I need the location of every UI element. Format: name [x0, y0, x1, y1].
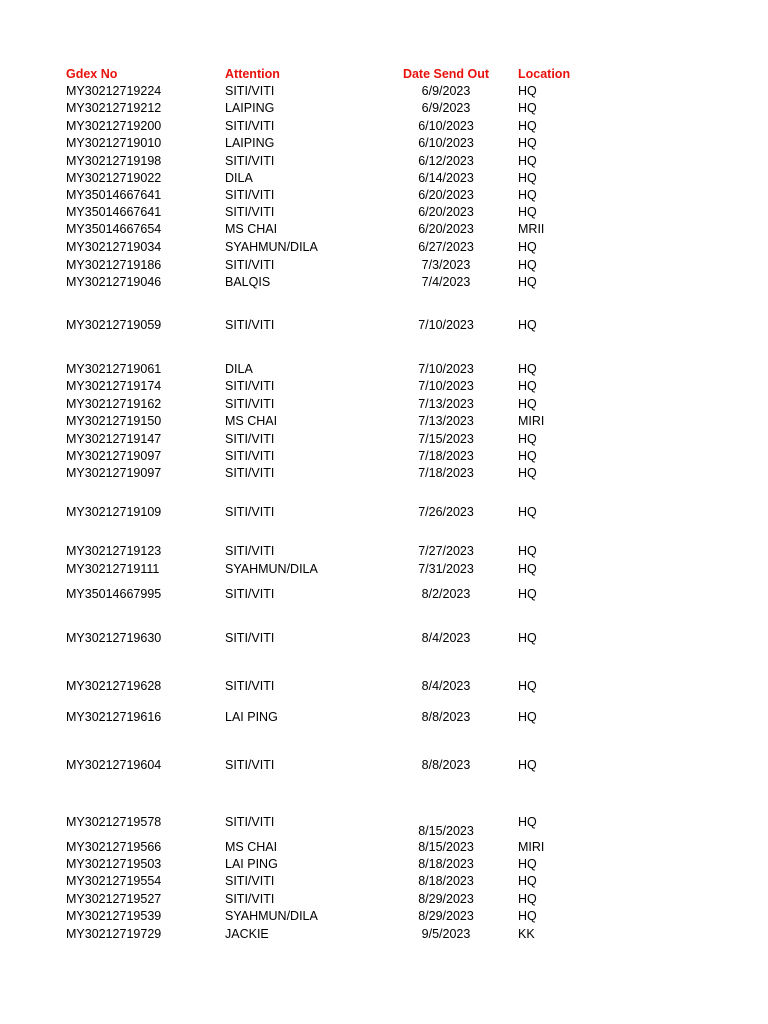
gdex-no-cell: MY30212719616 [66, 710, 162, 724]
table-row [0, 629, 768, 647]
gdex-no-cell: MY30212719061 [66, 362, 162, 376]
table-row [0, 273, 768, 291]
gdex-no-cell: MY35014667641 [66, 188, 162, 202]
gdex-no-cell: MY30212719109 [66, 505, 162, 519]
table-row [0, 117, 768, 135]
table-row [0, 186, 768, 204]
attention-cell: SITI/VITI [225, 379, 275, 393]
location-cell: HQ [518, 758, 537, 772]
header-location: Location [518, 67, 571, 81]
gdex-no-cell: MY35014667654 [66, 222, 162, 236]
table-row [0, 82, 768, 100]
location-cell: HQ [518, 119, 537, 133]
header-attention: Attention [225, 67, 280, 81]
gdex-no-cell: MY30212719628 [66, 679, 162, 693]
location-cell: HQ [518, 631, 537, 645]
date-send-out-cell: 6/20/2023 [418, 188, 474, 202]
gdex-no-cell: MY30212719539 [66, 909, 162, 923]
location-cell: HQ [518, 857, 537, 871]
table-row [0, 412, 768, 430]
table-row [0, 316, 768, 334]
table-row [0, 203, 768, 221]
table-row [0, 925, 768, 943]
gdex-no-cell: MY30212719578 [66, 815, 162, 829]
gdex-no-cell: MY30212719554 [66, 874, 162, 888]
date-send-out-cell: 9/5/2023 [421, 927, 471, 941]
table-row [0, 855, 768, 873]
attention-cell: SITI/VITI [225, 154, 275, 168]
attention-cell: SITI/VITI [225, 188, 275, 202]
table-row [0, 152, 768, 170]
attention-cell: SITI/VITI [225, 258, 275, 272]
gdex-no-cell: MY30212719604 [66, 758, 162, 772]
date-send-out-cell: 7/4/2023 [421, 275, 471, 289]
date-send-out-cell: 6/9/2023 [421, 101, 471, 115]
location-cell: HQ [518, 544, 537, 558]
attention-cell: SITI/VITI [225, 205, 275, 219]
table-row [0, 256, 768, 274]
gdex-no-cell: MY30212719010 [66, 136, 162, 150]
location-cell: HQ [518, 136, 537, 150]
table-row [0, 430, 768, 448]
gdex-no-cell: MY30212719212 [66, 101, 162, 115]
gdex-no-cell: MY30212719097 [66, 449, 162, 463]
location-cell: MRII [518, 222, 545, 236]
attention-cell: LAIPING [225, 101, 275, 115]
date-send-out-cell: 6/12/2023 [418, 154, 474, 168]
gdex-no-cell: MY30212719162 [66, 397, 162, 411]
table-row [0, 756, 768, 774]
attention-cell: SITI/VITI [225, 587, 275, 601]
location-cell: HQ [518, 909, 537, 923]
gdex-no-cell: MY30212719729 [66, 927, 162, 941]
date-send-out-cell: 8/4/2023 [421, 631, 471, 645]
table-row [0, 360, 768, 378]
table-row [0, 542, 768, 560]
date-send-out-cell: 8/2/2023 [421, 587, 471, 601]
attention-cell: SITI/VITI [225, 318, 275, 332]
date-send-out-cell: 6/10/2023 [418, 136, 474, 150]
gdex-no-cell: MY35014667995 [66, 587, 162, 601]
location-cell: HQ [518, 258, 537, 272]
attention-cell: SYAHMUN/DILA [225, 240, 318, 254]
attention-cell: SITI/VITI [225, 544, 275, 558]
gdex-no-cell: MY30212719198 [66, 154, 162, 168]
location-cell: HQ [518, 275, 537, 289]
date-send-out-cell: 7/26/2023 [418, 505, 474, 519]
gdex-no-cell: MY30212719111 [66, 562, 160, 576]
attention-cell: SITI/VITI [225, 815, 275, 829]
gdex-no-cell: MY30212719150 [66, 414, 162, 428]
attention-cell: SYAHMUN/DILA [225, 909, 318, 923]
location-cell: HQ [518, 710, 537, 724]
date-send-out-cell: 7/18/2023 [418, 466, 474, 480]
date-send-out-cell: 8/15/2023 [418, 840, 474, 854]
location-cell: HQ [518, 397, 537, 411]
table-row [0, 464, 768, 482]
attention-cell: SITI/VITI [225, 466, 275, 480]
attention-cell: SITI/VITI [225, 631, 275, 645]
attention-cell: LAI PING [225, 710, 278, 724]
date-send-out-cell: 6/27/2023 [418, 240, 474, 254]
attention-cell: SITI/VITI [225, 758, 275, 772]
gdex-no-cell: MY30212719059 [66, 318, 162, 332]
table-row [0, 907, 768, 925]
table-row [0, 503, 768, 521]
attention-cell: SITI/VITI [225, 449, 275, 463]
attention-cell: SITI/VITI [225, 397, 275, 411]
gdex-no-cell: MY30212719022 [66, 171, 162, 185]
table-row [0, 890, 768, 908]
attention-cell: SITI/VITI [225, 505, 275, 519]
gdex-no-cell: MY30212719046 [66, 275, 162, 289]
date-send-out-cell: 7/27/2023 [418, 544, 474, 558]
gdex-no-cell: MY30212719123 [66, 544, 162, 558]
attention-cell: SITI/VITI [225, 874, 275, 888]
table-row [0, 560, 768, 578]
date-send-out-cell: 7/13/2023 [418, 397, 474, 411]
table-row [0, 708, 768, 726]
table-row [0, 220, 768, 238]
table-row [0, 585, 768, 603]
date-send-out-cell: 6/20/2023 [418, 205, 474, 219]
attention-cell: SITI/VITI [225, 679, 275, 693]
date-send-out-cell: 7/31/2023 [418, 562, 474, 576]
gdex-no-cell: MY30212719186 [66, 258, 162, 272]
header-gdex-no: Gdex No [66, 67, 118, 81]
date-send-out-cell: 8/4/2023 [421, 679, 471, 693]
gdex-no-cell: MY30212719174 [66, 379, 162, 393]
date-send-out-cell: 7/3/2023 [421, 258, 471, 272]
date-send-out-cell: 8/8/2023 [421, 758, 471, 772]
gdex-no-cell: MY30212719034 [66, 240, 162, 254]
location-cell: HQ [518, 562, 537, 576]
location-cell: KK [518, 927, 535, 941]
gdex-no-cell: MY30212719503 [66, 857, 162, 871]
table-row [0, 134, 768, 152]
table-row [0, 838, 768, 856]
attention-cell: SITI/VITI [225, 432, 275, 446]
attention-cell: JACKIE [225, 927, 269, 941]
date-send-out-cell: 8/29/2023 [418, 909, 474, 923]
attention-cell: DILA [225, 171, 253, 185]
location-cell: HQ [518, 318, 537, 332]
table-row [0, 377, 768, 395]
table-row [0, 99, 768, 117]
date-send-out-cell: 7/18/2023 [418, 449, 474, 463]
location-cell: HQ [518, 188, 537, 202]
date-send-out-cell: 8/15/2023 [418, 824, 474, 838]
date-send-out-cell: 7/13/2023 [418, 414, 474, 428]
location-cell: HQ [518, 84, 537, 98]
table-row [0, 238, 768, 256]
location-cell: HQ [518, 815, 537, 829]
attention-cell: MS CHAI [225, 414, 278, 428]
attention-cell: SYAHMUN/DILA [225, 562, 318, 576]
attention-cell: LAIPING [225, 136, 275, 150]
date-send-out-cell: 6/20/2023 [418, 222, 474, 236]
gdex-no-cell: MY35014667641 [66, 205, 162, 219]
gdex-no-cell: MY30212719147 [66, 432, 162, 446]
location-cell: HQ [518, 679, 537, 693]
attention-cell: MS CHAI [225, 840, 278, 854]
table-row [0, 395, 768, 413]
header-row [0, 65, 768, 83]
attention-cell: SITI/VITI [225, 119, 275, 133]
date-send-out-cell: 6/9/2023 [421, 84, 471, 98]
gdex-no-cell: MY30212719200 [66, 119, 162, 133]
location-cell: HQ [518, 587, 537, 601]
location-cell: HQ [518, 874, 537, 888]
gdex-no-cell: MY30212719566 [66, 840, 162, 854]
attention-cell: MS CHAI [225, 222, 278, 236]
date-send-out-cell: 8/18/2023 [418, 874, 474, 888]
location-cell: HQ [518, 362, 537, 376]
attention-cell: SITI/VITI [225, 84, 275, 98]
location-cell: HQ [518, 101, 537, 115]
gdex-no-cell: MY30212719097 [66, 466, 162, 480]
gdex-no-cell: MY30212719527 [66, 892, 162, 906]
attention-cell: DILA [225, 362, 253, 376]
location-cell: MIRI [518, 840, 545, 854]
table-row [0, 813, 768, 838]
date-send-out-cell: 6/10/2023 [418, 119, 474, 133]
location-cell: HQ [518, 892, 537, 906]
attention-cell: LAI PING [225, 857, 278, 871]
date-send-out-cell: 7/15/2023 [418, 432, 474, 446]
table-row [0, 872, 768, 890]
date-send-out-cell: 8/18/2023 [418, 857, 474, 871]
date-send-out-cell: 7/10/2023 [418, 379, 474, 393]
date-send-out-cell: 6/14/2023 [418, 171, 474, 185]
location-cell: HQ [518, 171, 537, 185]
date-send-out-cell: 7/10/2023 [418, 318, 474, 332]
location-cell: HQ [518, 449, 537, 463]
location-cell: HQ [518, 379, 537, 393]
table-row [0, 677, 768, 695]
header-date-send-out: Date Send Out [402, 67, 490, 81]
table-row [0, 447, 768, 465]
table-row [0, 169, 768, 187]
date-send-out-cell: 7/10/2023 [418, 362, 474, 376]
location-cell: HQ [518, 240, 537, 254]
location-cell: HQ [518, 154, 537, 168]
location-cell: HQ [518, 505, 537, 519]
gdex-no-cell: MY30212719630 [66, 631, 162, 645]
location-cell: HQ [518, 432, 537, 446]
location-cell: HQ [518, 205, 537, 219]
location-cell: HQ [518, 466, 537, 480]
attention-cell: SITI/VITI [225, 892, 275, 906]
gdex-no-cell: MY30212719224 [66, 84, 162, 98]
location-cell: MIRI [518, 414, 545, 428]
attention-cell: BALQIS [225, 275, 271, 289]
date-send-out-cell: 8/8/2023 [421, 710, 471, 724]
date-send-out-cell: 8/29/2023 [418, 892, 474, 906]
